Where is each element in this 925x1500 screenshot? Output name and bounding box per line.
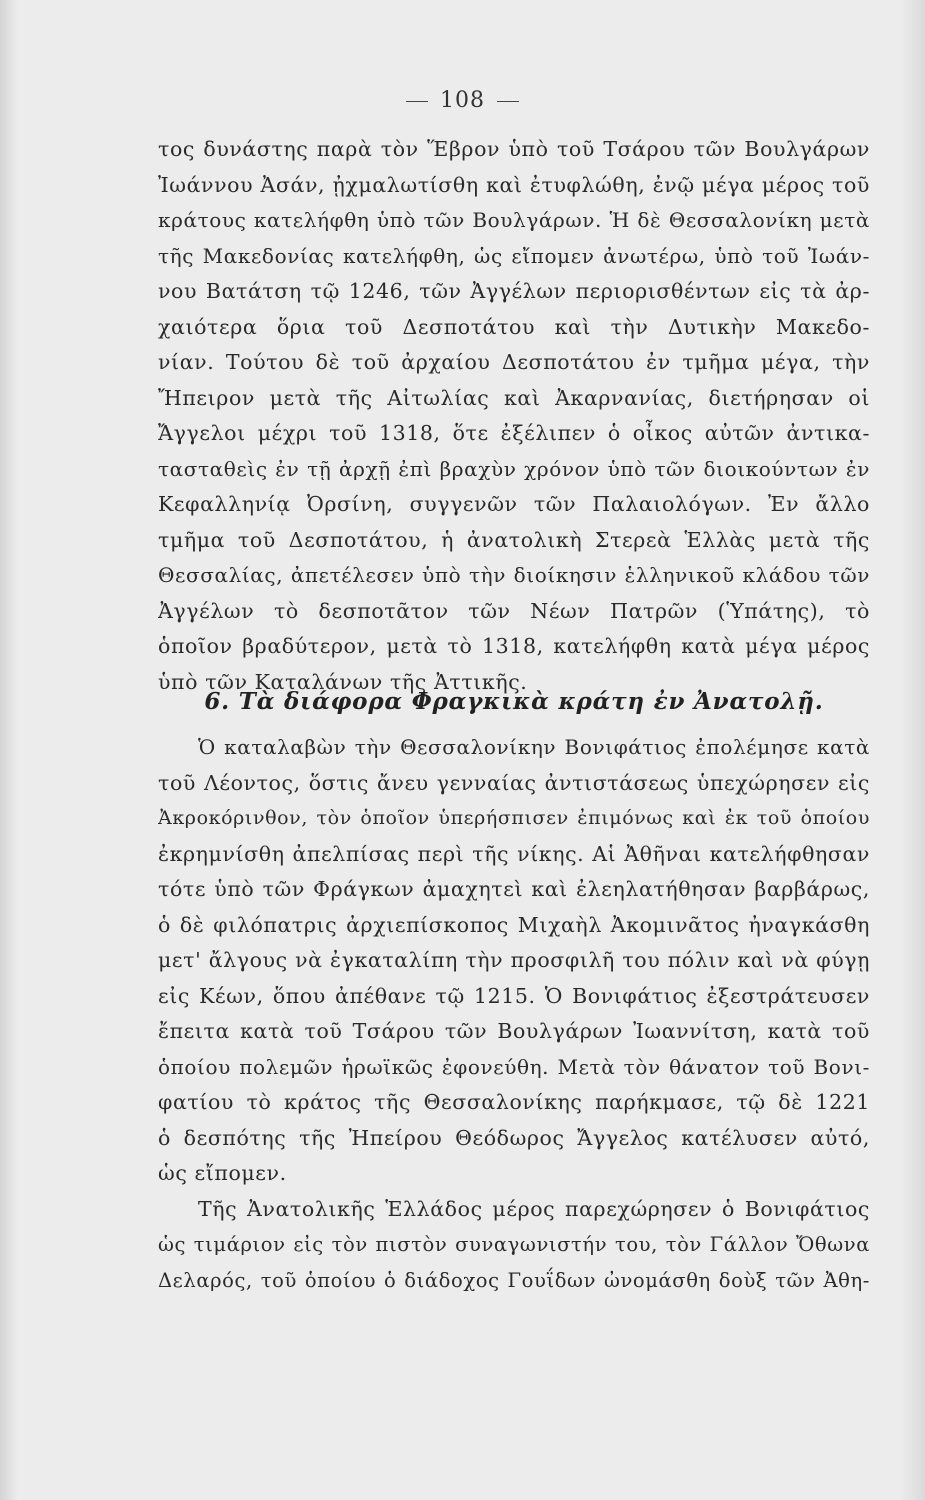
page-number: 108 xyxy=(440,88,485,113)
text-line: ὁποίου πολεμῶν ἡρωϊκῶς ἐφονεύθη. Μετὰ τὸν θάνατον τοῦ Βονι- xyxy=(158,1054,870,1079)
text-line: Ἄγγελοι μέχρι τοῦ 1318, ὅτε ἐξέλιπεν ὁ οἶκος αὐτῶν ἀντικα- xyxy=(158,421,870,445)
text-line: μετ' ἄλγους νὰ ἐγκαταλίπη τὴν προσφιλῆ του πόλιν καὶ νὰ φύγῃ xyxy=(158,948,870,972)
text-line: ἔπειτα κατὰ τοῦ Τσάρου τῶν Βουλγάρων Ἰωαννίτση, κατὰ τοῦ xyxy=(158,1019,870,1043)
text-line: ὡς τιμάριον εἰς τὸν πιστὸν συναγωνιστήν του, τὸν Γάλλον Ὄθωνα xyxy=(158,1233,870,1256)
text-line: Ἀκροκόρινθον, τὸν ὁποῖον ὑπερήσπισεν ἐπιμόνως καὶ ἐκ τοῦ ὁποίου xyxy=(158,807,870,829)
text-line: τότε ὑπὸ τῶν Φράγκων ἀμαχητεὶ καὶ ἐλεηλατήθησαν βαρβάρως, xyxy=(158,877,870,901)
text-line: ἐκρημνίσθη ἀπελπίσας περὶ τῆς νίκης. Αἱ Ἀθῆναι κατελήφθησαν xyxy=(158,841,870,866)
text-line: τος δυνάστης παρὰ τὸν Ἕβρον ὑπὸ τοῦ Τσάρου τῶν Βουλγάρων xyxy=(158,137,870,161)
text-line: ὁ δεσπότης τῆς Ἠπείρου Θεόδωρος Ἄγγελος κατέλυσεν αὐτό, xyxy=(158,1125,870,1150)
text-line: ὡς εἴπομεν. xyxy=(158,1161,287,1185)
text-line: φατίου τὸ κράτος τῆς Θεσσαλονίκης παρήκμασε, τῷ δὲ 1221 xyxy=(158,1090,870,1114)
text-line: Τῆς Ἀνατολικῆς Ἑλλάδος μέρος παρεχώρησεν ὁ Βονιφάτιος xyxy=(198,1196,870,1221)
text-line: νίαν. Τούτου δὲ τοῦ ἀρχαίου Δεσποτάτου ἐν τμῆμα μέγα, τὴν xyxy=(158,350,870,374)
text-line: τασταθεὶς ἐν τῇ ἀρχῇ ἐπὶ βραχὺν χρόνον ὑπὸ τῶν διοικούντων ἐν xyxy=(158,456,870,481)
text-line: Ἀγγέλων τὸ δεσποτᾶτον τῶν Νέων Πατρῶν (Ὑπάτης), τὸ xyxy=(158,598,870,623)
text-line: τοῦ Λέοντος, ὅστις ἄνευ γενναίας ἀντιστάσεως ὑπεχώρησεν εἰς xyxy=(158,770,870,795)
text-line: Ἤπειρον μετὰ τῆς Αἰτωλίας καὶ Ἀκαρνανίας, διετήρησαν οἱ xyxy=(158,385,870,410)
page-number-header xyxy=(0,88,925,113)
text-line: χαιότερα ὅρια τοῦ Δεσποτάτου καὶ τὴν Δυτικὴν Μακεδο- xyxy=(158,314,870,339)
text-line: Κεφαλληνίᾳ Ὀρσίνη, συγγενῶν τῶν Παλαιολόγων. Ἐν ἄλλο xyxy=(158,492,870,516)
paragraph-1 xyxy=(158,132,870,700)
section-heading: 6. Τὰ διάφορα Φραγκικὰ κράτη ἐν Ἀνατολῇ. xyxy=(204,688,824,715)
text-line: ὑπὸ τῶν Καταλάνων τῆς Ἀττικῆς. xyxy=(158,669,528,694)
text-line: τμῆμα τοῦ Δεσποτάτου, ἡ ἀνατολικὴ Στερεὰ Ἑλλὰς μετὰ τῆς xyxy=(158,527,870,552)
text-line: νου Βατάτση τῷ 1246, τῶν Ἀγγέλων περιορισθέντων εἰς τὰ ἀρ- xyxy=(158,279,870,303)
paragraph-2 xyxy=(158,730,870,1298)
text-line: ὁποῖον βραδύτερον, μετὰ τὸ 1318, κατελήφθη κατὰ μέγα μέρος xyxy=(158,634,870,658)
text-line: τῆς Μακεδονίας κατελήφθη, ὡς εἴπομεν ἀνωτέρω, ὑπὸ τοῦ Ἰωάν- xyxy=(158,243,870,268)
text-line: Ἰωάννου Ἀσάν, ᾐχμαλωτίσθη καὶ ἐτυφλώθη, ἐνῷ μέγα μέρος τοῦ xyxy=(158,172,870,197)
text-line: εἰς Κέων, ὅπου ἀπέθανε τῷ 1215. Ὁ Βονιφάτιος ἐξεστράτευσεν xyxy=(158,983,870,1008)
text-line: Ὁ καταλαβὼν τὴν Θεσσαλονίκην Βονιφάτιος ἐπολέμησε κατὰ xyxy=(198,735,870,759)
text-line: Θεσσαλίας, ἀπετέλεσεν ὑπὸ τὴν διοίκησιν ἑλληνικοῦ κλάδου τῶν xyxy=(158,563,870,587)
dash-right xyxy=(497,101,519,102)
text-line: κράτους κατελήφθη ὑπὸ τῶν Βουλγάρων. Ἡ δὲ Θεσσαλονίκη μετὰ xyxy=(158,208,870,232)
text-line: Δελαρός, τοῦ ὁποίου ὁ διάδοχος Γουΐδων ὠνομάσθη δοὺξ τῶν Ἀθη- xyxy=(158,1268,870,1292)
dash-left xyxy=(406,101,428,102)
text-line: ὁ δὲ φιλόπατρις ἀρχιεπίσκοπος Μιχαὴλ Ἀκομινᾶτος ἠναγκάσθη xyxy=(158,912,870,937)
